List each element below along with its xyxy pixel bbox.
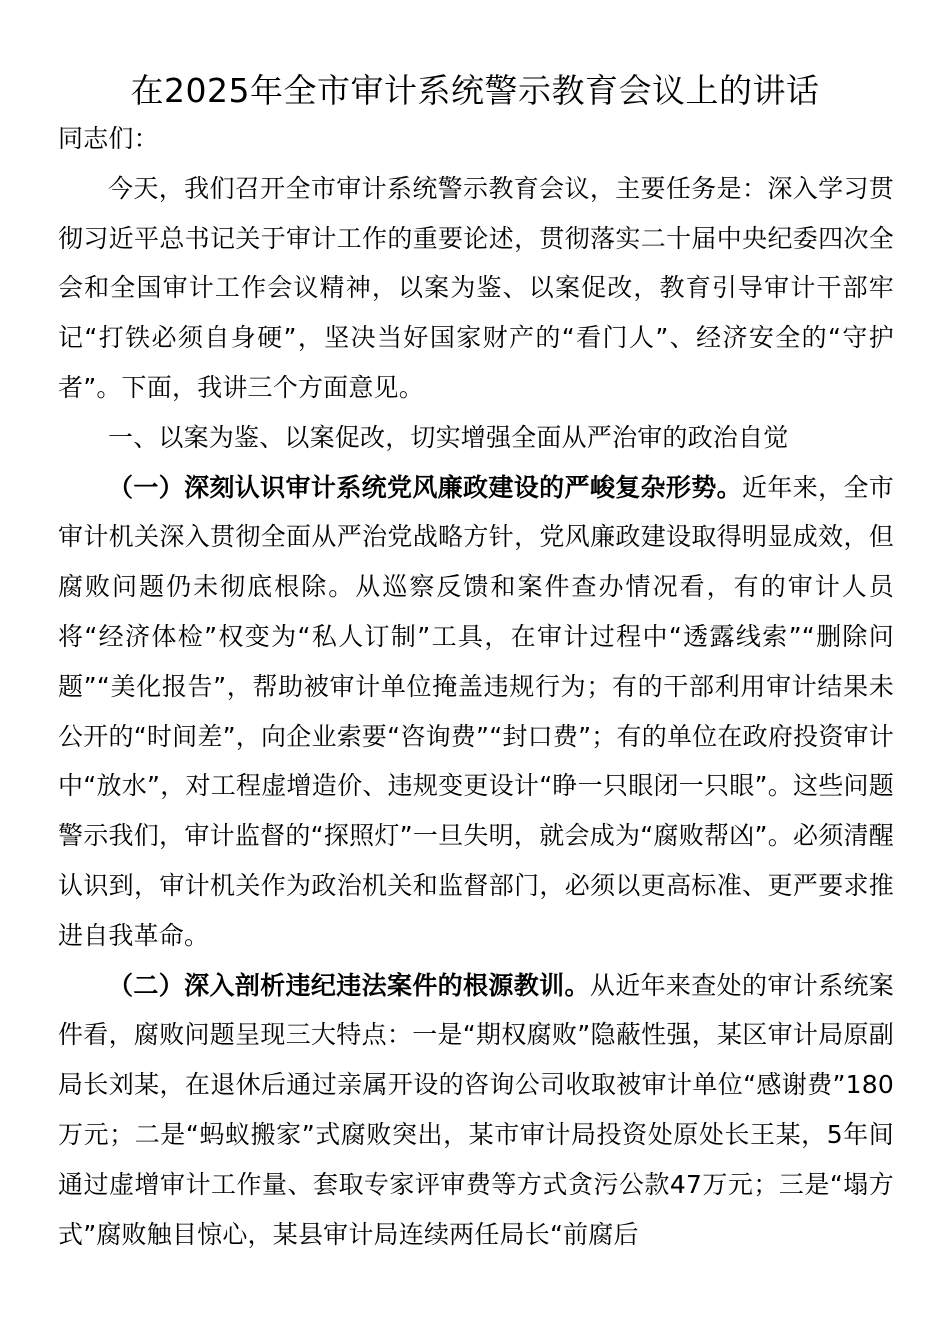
document-title: 在2025年全市审计系统警示教育会议上的讲话 [130, 71, 820, 110]
salutation: 同志们： [58, 124, 159, 153]
document-body [58, 114, 894, 1259]
subsection-1-heading: （一）深刻认识审计系统党风廉政建设的严峻复杂形势。 [108, 472, 742, 502]
subsection-2-text: 从近年来查处的审计系统案件看，腐败问题呈现三大特点：一是“期权腐败”隐蔽性强，某区审计局原副局长刘某，在退休后通过亲属开设的咨询公司收取被审计单位“感谢费”180万元；二是“蚂蚁搬家”式腐败突出，某市审计局投资处原处长王某，5年间通过虚增审计工作量、套取专家评审费等方式贪污公款47万元；三是“塌方式”腐败触目惊心，某县审计局连续两任局长“前腐后 [58, 970, 894, 1249]
section-1-heading: 一、以案为鉴、以案促改，切实增强全面从严治审的政治自觉 [108, 422, 789, 452]
subsection-1-paragraph [58, 463, 894, 961]
subsection-2-paragraph [58, 961, 894, 1260]
subsection-1-text: 近年来，全市审计机关深入贯彻全面从严治党战略方针，党风廉政建设取得明显成效，但腐败问题仍未彻底根除。从巡察反馈和案件查办情况看，有的审计人员将“经济体检”权变为“私人订制”工具，在审计过程中“透露线索”“删除问题”“美化报告”，帮助被审计单位掩盖违规行为；有的干部利用审计结果未公开的“时间差”，向企业索要“咨询费”“封口费”；有的单位在政府投资审计中“放水”，对工程虚增造价、违规变更设计“睁一只眼闭一只眼”。这些问题警示我们，审计监督的“探照灯”一旦失明，就会成为“腐败帮凶”。必须清醒认识到，审计机关作为政治机关和监督部门，必须以更高标准、更严要求推进自我革命。 [58, 472, 894, 950]
subsection-2-heading: （二）深入剖析违纪违法案件的根源教训。 [108, 970, 590, 1000]
intro-paragraph: 今天，我们召开全市审计系统警示教育会议，主要任务是：深入学习贯彻习近平总书记关于审计工作的重要论述，贯彻落实二十届中央纪委四次全会和全国审计工作会议精神，以案为鉴、以案促改，教育引导审计干部牢记“打铁必须自身硬”，坚决当好国家财产的“看门人”、经济安全的“守护者”。下面，我讲三个方面意见。 [58, 173, 894, 402]
